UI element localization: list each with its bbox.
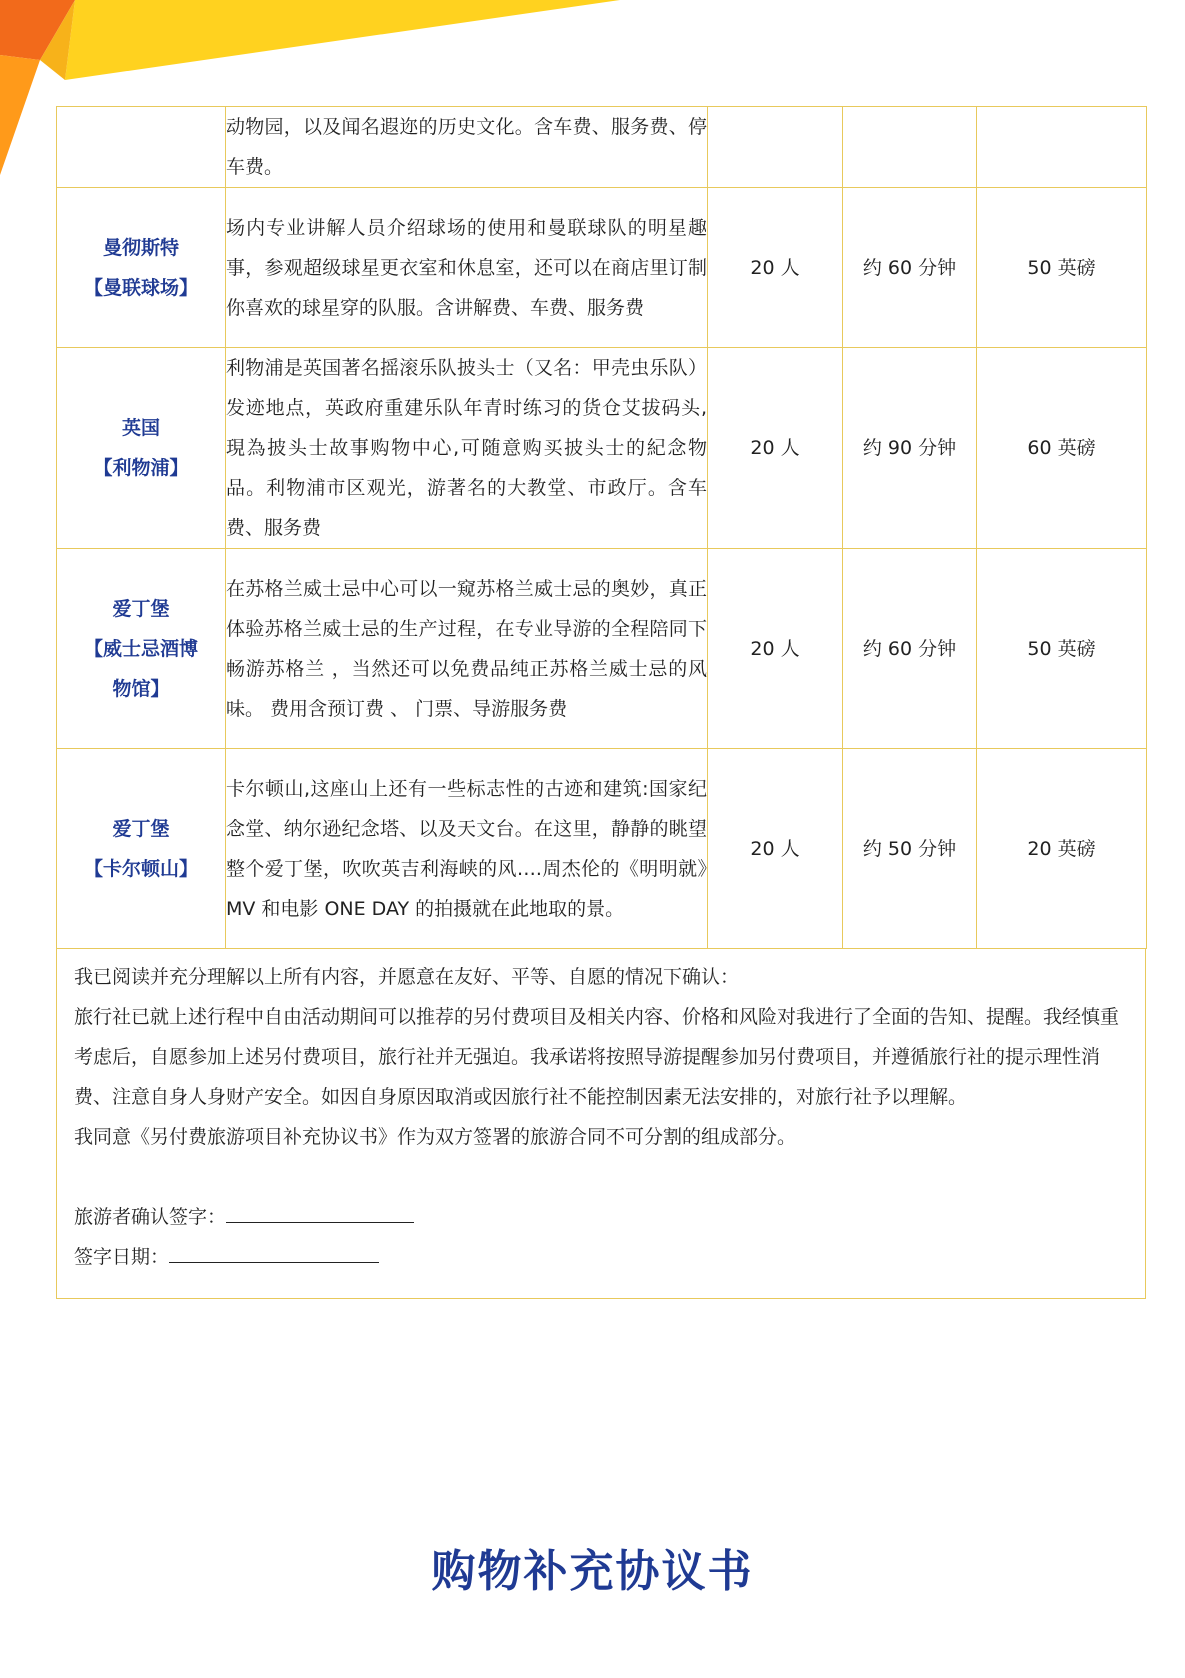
table-row (57, 348, 1147, 549)
people-cell: 20 人 (708, 348, 843, 549)
duration-cell: 约 50 分钟 (843, 749, 977, 949)
table-row (57, 549, 1147, 749)
items-table (56, 106, 1147, 949)
price-cell (977, 107, 1147, 188)
people-cell: 20 人 (708, 749, 843, 949)
duration-cell: 约 60 分钟 (843, 549, 977, 749)
date-field[interactable] (169, 1248, 379, 1263)
description-cell: 利物浦是英国著名摇滚乐队披头士（又名：甲壳虫乐队）发迹地点，英政府重建乐队年青时练习的货仓艾拔码头,現為披头士故事购物中心,可随意购买披头士的紀念物品。利物浦市区观光，游著名的大教堂、市政厅。含车费、服务费 (226, 348, 708, 549)
page-title: 购物补充协议书 (431, 1546, 754, 1597)
place-line: 【卡尔顿山】 (83, 857, 198, 880)
people-cell: 20 人 (708, 549, 843, 749)
description-cell: 场内专业讲解人员介绍球场的使用和曼联球队的明星趣事，参观超级球星更衣室和休息室，还可以在商店里订制你喜欢的球星穿的队服。含讲解费、车费、服务费 (226, 188, 708, 348)
price-cell: 60 英磅 (977, 348, 1147, 549)
people-cell: 20 人 (708, 188, 843, 348)
price-cell: 50 英磅 (977, 549, 1147, 749)
description-cell: 动物园，以及闻名遐迩的历史文化。含车费、服务费、停车费。 (226, 107, 708, 188)
people-cell (708, 107, 843, 188)
duration-cell: 约 90 分钟 (843, 348, 977, 549)
description-cell: 卡尔顿山,这座山上还有一些标志性的古迹和建筑:国家纪念堂、纳尔逊纪念塔、以及天文台。在这里，静静的眺望整个爱丁堡，吹吹英吉利海峡的风….周杰伦的《明明就》MV 和电影 ONE DAY 的拍摄就在此地取的景。 (226, 749, 708, 949)
place-line: 英国 (121, 417, 160, 439)
date-row (74, 1237, 1131, 1277)
place-line: 爱丁堡 (112, 597, 170, 620)
agreement-box (56, 949, 1146, 1299)
place-cell (57, 749, 226, 949)
table-row (57, 188, 1147, 348)
document-body (56, 106, 1146, 1299)
date-label: 签字日期： (74, 1246, 170, 1268)
signature-field[interactable] (226, 1208, 414, 1223)
agreement-line: 我已阅读并充分理解以上所有内容，并愿意在友好、平等、自愿的情况下确认： (74, 966, 740, 988)
spacer (74, 1157, 1131, 1197)
place-line: 【利物浦】 (93, 457, 189, 479)
price-cell: 20 英磅 (977, 749, 1147, 949)
table-row (57, 749, 1147, 949)
place-cell (57, 549, 226, 749)
duration-cell (843, 107, 977, 188)
place-line: 【曼联球场】 (83, 276, 198, 299)
agreement-line: 我同意《另付费旅游项目补充协议书》作为双方签署的旅游合同不可分割的组成部分。 (74, 1126, 797, 1148)
place-line: 曼彻斯特 (102, 236, 179, 259)
table-row (57, 107, 1147, 188)
duration-cell: 约 60 分钟 (843, 188, 977, 348)
signature-label: 旅游者确认签字： (74, 1206, 227, 1228)
place-line: 【威士忌酒博 (83, 637, 198, 660)
agreement-paragraph: 旅行社已就上述行程中自由活动期间可以推荐的另付费项目及相关内容、价格和风险对我进行了全面的告知、提醒。我经慎重考虑后，自愿参加上述另付费项目，旅行社并无强迫。我承诺将按照导游提醒参加另付费项目，并遵循旅行社的提示理性消费、注意自身人身财产安全。如因自身原因取消或因旅行社不能控制因素无法安排的，对旅行社予以理解。 (74, 1006, 1120, 1108)
place-line: 物馆】 (112, 677, 170, 700)
price-cell: 50 英磅 (977, 188, 1147, 348)
place-cell (57, 188, 226, 348)
description-cell: 在苏格兰威士忌中心可以一窥苏格兰威士忌的奥妙，真正体验苏格兰威士忌的生产过程，在专业导游的全程陪同下畅游苏格兰 ，当然还可以免费品纯正苏格兰威士忌的风味。 费用含预订费 、 门票、导游服务费 (226, 549, 708, 749)
place-cell (57, 348, 226, 549)
signature-row (74, 1197, 1131, 1237)
place-cell (57, 107, 226, 188)
place-line: 爱丁堡 (112, 817, 170, 840)
